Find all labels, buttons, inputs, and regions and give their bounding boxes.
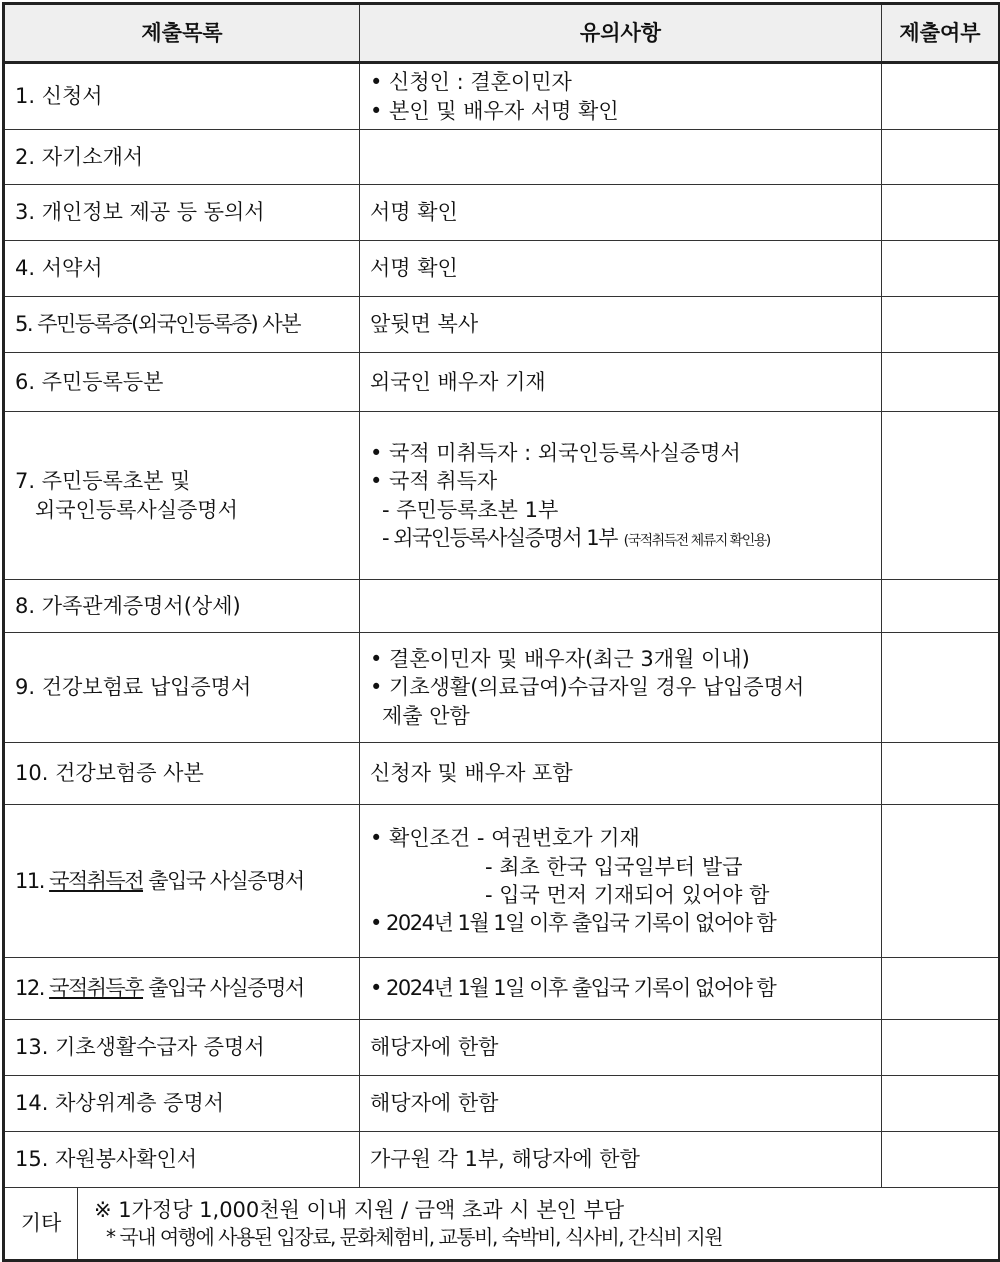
note-cell: 해당자에 한함 [360, 1020, 882, 1076]
note-cell: 신청자 및 배우자 포함 [360, 743, 882, 805]
table-row [4, 633, 1000, 743]
item-cell: 14. 차상위계층 증명서 [4, 1076, 360, 1132]
item-cell: 8. 가족관계증명서(상세) [4, 580, 360, 633]
note-cell: 앞뒷면 복사 [360, 297, 882, 353]
other-row [4, 1188, 1000, 1261]
item-line: 외국인등록사실증명서 [35, 497, 238, 522]
item-cell: 15. 자원봉사확인서 [4, 1132, 360, 1188]
note-line: - 주민등록초본 1부 [382, 497, 559, 522]
header-status: 제출여부 [882, 4, 1000, 63]
other-line: * 국내 여행에 사용된 입장료, 문화체험비, 교통비, 숙박비, 식사비, 간식비 지원 [106, 1225, 722, 1250]
header-item: 제출목록 [4, 4, 360, 63]
note-line: • 국적 취득자 [370, 469, 498, 494]
table-row [4, 958, 1000, 1020]
item-underlined: 국적취득후 [49, 976, 144, 1001]
note-cell: 해당자에 한함 [360, 1076, 882, 1132]
table-row [4, 412, 1000, 580]
status-cell[interactable] [882, 805, 1000, 958]
status-cell[interactable] [882, 63, 1000, 130]
status-cell[interactable] [882, 297, 1000, 353]
table-row [4, 353, 1000, 412]
table-row [4, 63, 1000, 130]
table-row [4, 1132, 1000, 1188]
status-cell[interactable] [882, 633, 1000, 743]
item-cell: 9. 건강보험료 납입증명서 [4, 633, 360, 743]
item-cell: 1. 신청서 [4, 63, 360, 130]
status-cell[interactable] [882, 1076, 1000, 1132]
status-cell[interactable] [882, 353, 1000, 412]
item-underlined: 국적취득전 [49, 868, 144, 893]
table-row [4, 130, 1000, 185]
item-cell: 10. 건강보험증 사본 [4, 743, 360, 805]
item-cell [4, 805, 360, 958]
note-small-text: (국적취득전 체류지 확인용) [623, 532, 770, 549]
note-cell [360, 412, 882, 580]
item-cell [4, 412, 360, 580]
note-cell: 서명 확인 [360, 185, 882, 241]
item-cell: 13. 기초생활수급자 증명서 [4, 1020, 360, 1076]
note-cell: 서명 확인 [360, 241, 882, 297]
note-cell: 가구원 각 1부, 해당자에 한함 [360, 1132, 882, 1188]
note-cell: 외국인 배우자 기재 [360, 353, 882, 412]
note-text: - 외국인등록사실증명서 1부 [382, 525, 617, 550]
status-cell[interactable] [882, 743, 1000, 805]
item-cell: 3. 개인정보 제공 등 동의서 [4, 185, 360, 241]
status-cell[interactable] [882, 1132, 1000, 1188]
status-cell[interactable] [882, 130, 1000, 185]
note-cell [360, 805, 882, 958]
note-line: • 국적 미취득자 : 외국인등록사실증명서 [370, 440, 741, 465]
table-row [4, 1020, 1000, 1076]
item-cell: 2. 자기소개서 [4, 130, 360, 185]
table-row [4, 241, 1000, 297]
note-line: • 확인조건 - 여권번호가 기재 [370, 826, 640, 851]
note-cell: • 2024년 1월 1일 이후 출입국 기록이 없어야 함 [360, 958, 882, 1020]
item-suffix: 출입국 사실증명서 [143, 868, 304, 893]
other-line: ※ 1가정당 1,000천원 이내 지원 / 금액 초과 시 본인 부담 [94, 1197, 625, 1222]
note-line: • 2024년 1월 1일 이후 출입국 기록이 없어야 함 [370, 911, 776, 936]
item-suffix: 출입국 사실증명서 [143, 976, 304, 1001]
table-row [4, 297, 1000, 353]
note-line: 제출 안함 [382, 703, 470, 728]
table-row [4, 1076, 1000, 1132]
table-row [4, 743, 1000, 805]
document-checklist-table [2, 2, 1000, 1262]
note-cell [360, 63, 882, 130]
header-note: 유의사항 [360, 4, 882, 63]
status-cell[interactable] [882, 241, 1000, 297]
item-cell: 5. 주민등록증(외국인등록증) 사본 [4, 297, 360, 353]
item-cell [4, 958, 360, 1020]
note-line: • 본인 및 배우자 서명 확인 [370, 98, 619, 123]
note-line [370, 524, 881, 552]
table-row [4, 185, 1000, 241]
status-cell[interactable] [882, 958, 1000, 1020]
note-line: • 신청인 : 결혼이민자 [370, 70, 572, 95]
status-cell[interactable] [882, 412, 1000, 580]
status-cell[interactable] [882, 580, 1000, 633]
status-cell[interactable] [882, 1020, 1000, 1076]
item-line: 7. 주민등록초본 및 [15, 469, 191, 494]
note-line: • 기초생활(의료급여)수급자일 경우 납입증명서 [370, 675, 805, 700]
note-line: - 입국 먼저 기재되어 있어야 함 [485, 883, 770, 907]
note-cell [360, 130, 882, 185]
note-line: - 최초 한국 입국일부터 발급 [485, 854, 743, 879]
header-row [4, 4, 1000, 63]
note-cell [360, 580, 882, 633]
other-label: 기타 [4, 1188, 78, 1261]
other-note-cell [78, 1188, 1000, 1261]
status-cell[interactable] [882, 185, 1000, 241]
table-row [4, 805, 1000, 958]
note-line: • 결혼이민자 및 배우자(최근 3개월 이내) [370, 646, 750, 671]
item-prefix: 12. [15, 976, 50, 1001]
item-prefix: 11. [15, 868, 50, 893]
item-cell: 4. 서약서 [4, 241, 360, 297]
item-cell: 6. 주민등록등본 [4, 353, 360, 412]
note-cell [360, 633, 882, 743]
table-row [4, 580, 1000, 633]
